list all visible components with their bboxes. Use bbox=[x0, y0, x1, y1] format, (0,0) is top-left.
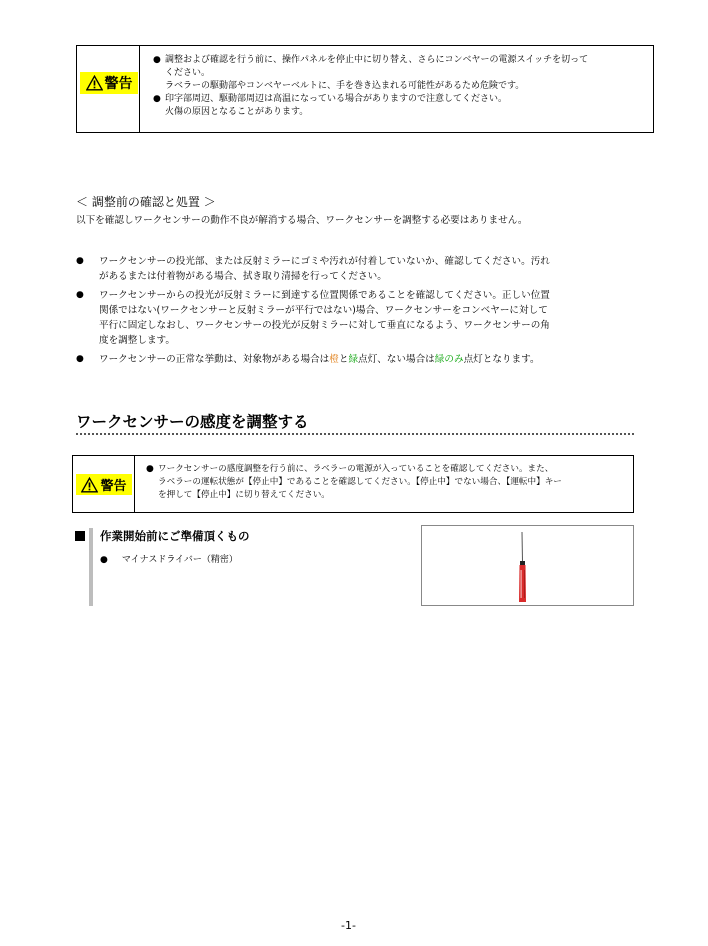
warning-item-note: ラベラーの駆動部やコンベヤーベルトに、手を巻き込まれる可能性があるため危険です。 bbox=[165, 81, 525, 91]
heading-divider bbox=[76, 433, 634, 435]
warning-label-cell bbox=[77, 46, 140, 132]
warning-label-text: 警告 bbox=[100, 479, 127, 494]
warning-item: ● 印字部周辺、駆動部周辺は高温になっている場合がありますので注意してください。 bbox=[153, 93, 588, 106]
screwdriver-image-frame bbox=[421, 525, 634, 606]
green-word: 緑 bbox=[348, 354, 359, 365]
list-item: ● ワークセンサーからの投光が反射ミラーに到達する位置関係であることを確認してください。正しい位置 関係ではない(ワークセンサーと反射ミラーが平行ではない)場合、ワークセンサーをコンベヤーに対して 平行に固定しなおし、ワークセンサーの投光が反射ミラーに対して垂直になるよう、ワークセンサーの角 度を調整します。 bbox=[76, 290, 550, 346]
prep-item-text: マイナスドライバー（精密） bbox=[121, 555, 238, 565]
bullet-icon: ● bbox=[76, 290, 84, 300]
orange-word: 橙 bbox=[329, 354, 339, 365]
warning-body bbox=[153, 54, 588, 119]
list-item bbox=[100, 552, 238, 565]
warning-item: ● 調整および確認を行う前に、操作パネルを停止中に切り替え、さらにコンベヤーの電源スイッチを切って ください。 bbox=[153, 54, 588, 80]
check-list bbox=[76, 254, 636, 367]
warning-badge bbox=[80, 72, 138, 94]
warning-item: ● ワークセンサーの感度調整を行う前に、ラベラーの電源が入っていることを確認してください。また、 ラベラーの運転状態が【停止中】であることを確認してください。【停止中】でない場合、【運転中】キー を押して【停止中】に切り替えてください。 bbox=[146, 463, 626, 502]
warning-box-1 bbox=[76, 45, 654, 133]
bullet-icon: ● bbox=[100, 555, 108, 565]
warning-body bbox=[146, 463, 626, 502]
page-number: -1- bbox=[341, 919, 356, 932]
warning-badge bbox=[76, 474, 132, 495]
screwdriver-image bbox=[422, 526, 633, 605]
section-heading: ＜ 調整前の確認と処置 ＞ bbox=[76, 195, 216, 209]
section-square-icon bbox=[75, 531, 85, 541]
warning-box-2 bbox=[72, 455, 634, 513]
warning-item-note: 火傷の原因となることがあります。 bbox=[165, 107, 309, 117]
green-only-word: 緑のみ bbox=[434, 354, 464, 365]
warning-label-cell bbox=[73, 456, 135, 512]
bullet-icon: ● bbox=[76, 354, 84, 364]
prep-title: 作業開始前にご準備頂くもの bbox=[100, 529, 250, 543]
warning-triangle-icon bbox=[81, 477, 98, 493]
warning-triangle-icon bbox=[86, 75, 103, 91]
main-heading: ワークセンサーの感度を調整する bbox=[76, 413, 309, 431]
section-description: 以下を確認しワークセンサーの動作不良が解消する場合、ワークセンサーを調整する必要はありません。 bbox=[76, 215, 528, 226]
list-item: ● ワークセンサーの投光部、または反射ミラーにゴミや汚れが付着していないか、確認してください。汚れ があるまたは付着物がある場合、拭き取り清掃を行ってください。 bbox=[76, 256, 550, 282]
warning-label-text: 警告 bbox=[104, 76, 133, 92]
bullet-icon: ● bbox=[76, 256, 84, 266]
prep-side-bar bbox=[89, 528, 93, 606]
list-item: ● ワークセンサーの正常な挙動は、対象物がある場合は橙と緑点灯、ない場合は緑のみ点灯となります。 bbox=[76, 354, 540, 365]
